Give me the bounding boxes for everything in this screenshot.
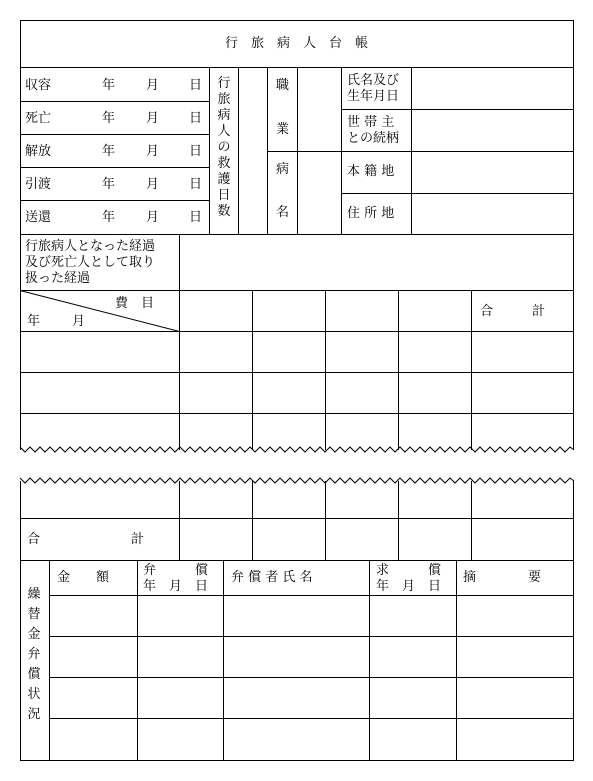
month-unit: 月 [146, 144, 160, 159]
year-unit: 年 [102, 78, 116, 93]
expense-month-label: 月 [72, 314, 86, 329]
day-unit: 日 [189, 78, 203, 93]
year-unit: 年 [102, 144, 116, 159]
month-unit: 月 [146, 111, 160, 126]
history-label-2: 及び死亡人として取り [25, 255, 156, 270]
cut-line-bottom [20, 478, 574, 483]
amount-header: 金 額 [57, 570, 110, 585]
repayer-name-header: 弁 償 者 氏 名 [231, 570, 313, 585]
form-title: 行 旅 病 人 台 帳 [224, 36, 368, 51]
year-unit: 年 [102, 111, 116, 126]
total-row-label: 合 計 [27, 532, 145, 547]
year-unit: 年 [102, 210, 116, 225]
day-unit: 日 [189, 144, 203, 159]
repayment-side-label: 繰替金弁償状況 [27, 587, 41, 722]
occupation-label-1: 職 [276, 78, 290, 93]
month-unit: 月 [146, 210, 160, 225]
day-unit: 日 [189, 210, 203, 225]
expense-total-label: 合 計 [480, 304, 546, 319]
repay-date-header-bottom: 年 月 日 [143, 579, 209, 594]
cut-line-top [20, 447, 574, 452]
event-label: 収容 [25, 78, 52, 93]
event-label: 解放 [25, 144, 52, 159]
remarks-header: 摘 要 [463, 570, 542, 585]
month-unit: 月 [146, 177, 160, 192]
year-unit: 年 [102, 177, 116, 192]
history-label-3: 扱った経過 [25, 271, 91, 286]
rescue-days-label: 行旅病人の救護日数 [217, 76, 231, 219]
event-label: 引渡 [25, 177, 52, 192]
occupation-label-2: 業 [276, 122, 290, 137]
repay-date-header-top: 弁 償 [143, 563, 209, 578]
history-label-1: 行旅病人となった経過 [25, 239, 156, 254]
day-unit: 日 [189, 177, 203, 192]
domicile-label: 本 籍 地 [347, 164, 395, 179]
expense-year-label: 年 [27, 314, 41, 329]
household-label-2: との続柄 [347, 131, 400, 146]
name-birth-label-1: 氏名及び [347, 73, 400, 88]
month-unit: 月 [146, 78, 160, 93]
illness-label-1: 病 [276, 162, 290, 177]
request-date-header-top: 求 償 [376, 563, 442, 578]
request-date-header-bottom: 年 月 日 [376, 579, 442, 594]
event-label: 死亡 [25, 111, 52, 126]
illness-label-2: 名 [276, 205, 290, 220]
name-birth-label-2: 生年月日 [347, 89, 400, 104]
household-label-1: 世 帯 主 [347, 115, 395, 130]
day-unit: 日 [189, 111, 203, 126]
address-label: 住 所 地 [347, 206, 395, 221]
event-label: 送還 [25, 210, 52, 225]
expense-item-label: 費 目 [115, 296, 155, 311]
